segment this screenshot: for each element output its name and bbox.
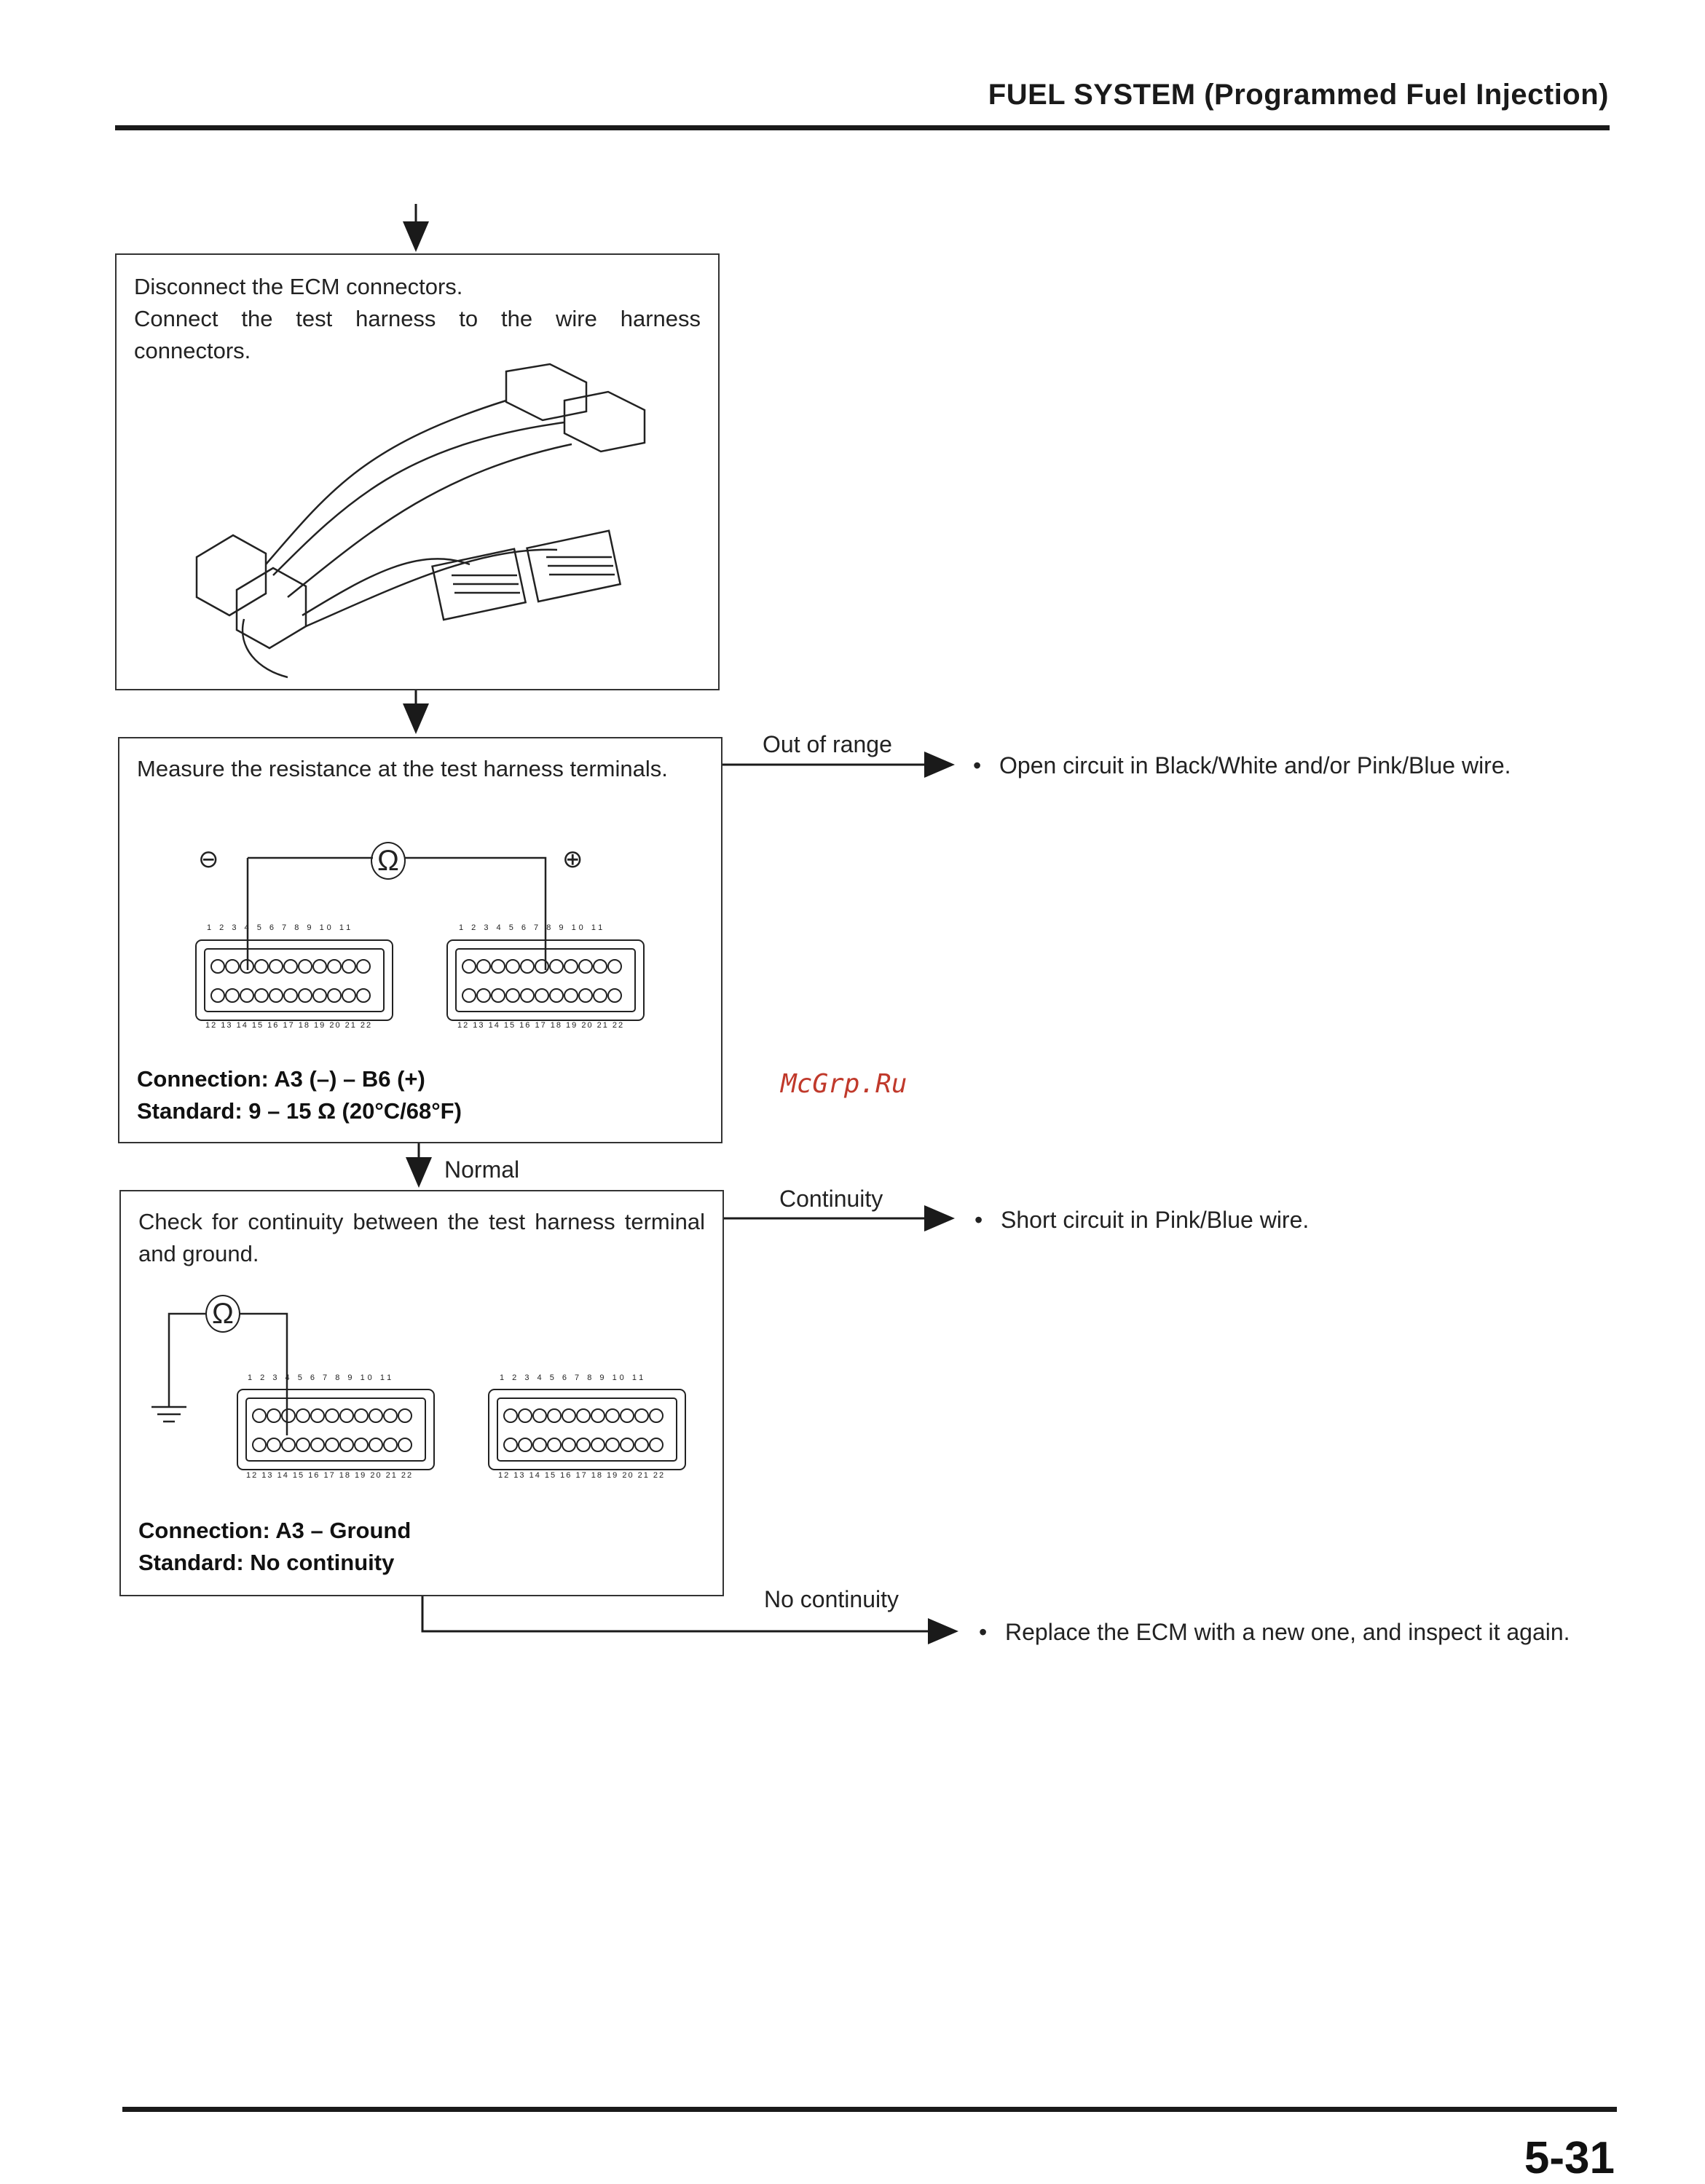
watermark: McGrp.Ru <box>781 1069 907 1099</box>
step-2-standard: Standard: 9 – 15 Ω (20°C/68°F) <box>137 1098 462 1124</box>
step-2-box <box>118 737 722 1143</box>
connector-a-pins-top <box>211 960 370 973</box>
result-replace-ecm <box>979 1617 1588 1647</box>
connector-a-top-numbers: 1 2 3 4 5 6 7 8 9 10 11 <box>207 923 354 932</box>
page-header-title: FUEL SYSTEM (Programmed Fuel Injection) <box>988 79 1609 111</box>
step-2-connection: Connection: A3 (–) – B6 (+) <box>137 1066 425 1092</box>
result-short-circuit <box>974 1205 1310 1235</box>
connector-diagram-b <box>440 924 651 1033</box>
connector-b-pins-top <box>462 960 621 973</box>
step-1-text-line2: Connect the test harness to the wire harness connectors. <box>134 306 701 363</box>
minus-terminal-icon: ⊖ <box>198 845 219 873</box>
harness-connector-top-1 <box>506 364 586 420</box>
connector-c-pins-bottom <box>253 1438 412 1451</box>
connector-a-bottom-numbers: 12 13 14 15 16 17 18 19 20 21 22 <box>205 1021 373 1030</box>
harness-connector-left-1 <box>197 535 266 615</box>
step-3-standard: Standard: No continuity <box>138 1550 395 1575</box>
connector-diagram-a <box>189 924 400 1033</box>
branch-label-normal: Normal <box>444 1156 520 1183</box>
connector-a-pins-bottom <box>211 989 370 1002</box>
step-1-box <box>115 253 720 690</box>
result-replace-ecm-text: Replace the ECM with a new one, and inspect it again. <box>1005 1619 1570 1645</box>
test-harness-illustration <box>127 357 710 677</box>
connector-b-top-numbers: 1 2 3 4 5 6 7 8 9 10 11 <box>459 923 606 932</box>
step-1-text-line1: Disconnect the ECM connectors. <box>134 274 463 299</box>
branch-label-continuity: Continuity <box>779 1186 883 1212</box>
plus-terminal-icon: ⊕ <box>562 845 583 873</box>
step-2-text: Measure the resistance at the test harness terminals. <box>137 756 668 781</box>
harness-connector-left-2 <box>237 568 306 648</box>
ground-icon <box>151 1388 186 1422</box>
branch-label-out-of-range: Out of range <box>763 731 892 757</box>
connector-d-bottom-numbers: 12 13 14 15 16 17 18 19 20 21 22 <box>498 1471 666 1480</box>
step-3-connection: Connection: A3 – Ground <box>138 1518 412 1543</box>
connector-b-bottom-numbers: 12 13 14 15 16 17 18 19 20 21 22 <box>457 1021 625 1030</box>
bullet-icon: • <box>974 1207 983 1233</box>
result-open-circuit-text: Open circuit in Black/White and/or Pink/Blue wire. <box>999 752 1511 778</box>
connector-c-pins-top <box>253 1409 412 1422</box>
page-number: 5-31 <box>1524 2133 1615 2183</box>
connector-d-pins-top <box>504 1409 663 1422</box>
connector-diagram-c <box>230 1373 441 1483</box>
step-3-box <box>119 1190 724 1596</box>
connector-c-top-numbers: 1 2 3 4 5 6 7 8 9 10 11 <box>248 1373 395 1382</box>
connector-diagram-d <box>481 1373 693 1483</box>
connector-c-bottom-numbers: 12 13 14 15 16 17 18 19 20 21 22 <box>246 1471 414 1480</box>
result-open-circuit <box>973 750 1511 781</box>
connector-b-pins-bottom <box>462 989 621 1002</box>
ohmmeter-icon: Ω <box>371 842 406 880</box>
bullet-icon: • <box>973 752 982 778</box>
footer-rule <box>122 2107 1617 2112</box>
harness-connector-top-2 <box>564 392 645 452</box>
result-short-circuit-text: Short circuit in Pink/Blue wire. <box>1001 1207 1310 1233</box>
branch-label-no-continuity: No continuity <box>764 1586 899 1612</box>
step-3-text: Check for continuity between the test harness terminal and ground. <box>138 1209 705 1266</box>
connector-d-pins-bottom <box>504 1438 663 1451</box>
ohmmeter-icon: Ω <box>205 1295 240 1333</box>
connector-d-top-numbers: 1 2 3 4 5 6 7 8 9 10 11 <box>500 1373 647 1382</box>
bullet-icon: • <box>979 1619 988 1645</box>
